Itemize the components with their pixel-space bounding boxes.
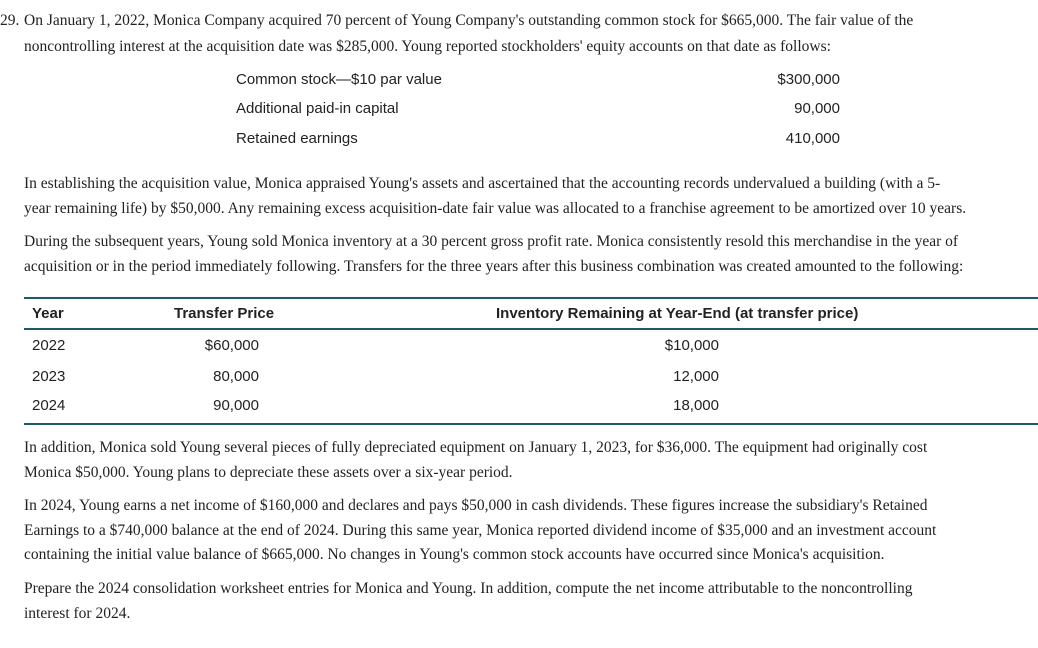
intro-line: On January 1, 2022, Monica Company acquired 70 percent of Young Company's outstanding common stock for $665,000. The fair value of the bbox=[24, 12, 914, 29]
cell-transfer-price: $60,000 bbox=[204, 337, 259, 354]
cell-year: 2022 bbox=[32, 337, 66, 354]
paragraph-line: Prepare the 2024 consolidation worksheet entries for Monica and Young. In addition, compute the net income attributable to the noncontrolling bbox=[24, 580, 913, 597]
equity-value: $300,000 bbox=[777, 71, 840, 88]
header-rule bbox=[24, 328, 1038, 330]
cell-inventory: 18,000 bbox=[673, 397, 719, 414]
equity-value: 410,000 bbox=[785, 130, 840, 147]
paragraph-line: interest for 2024. bbox=[24, 605, 131, 622]
intro-line: noncontrolling interest at the acquisition date was $285,000. Young reported stockholders' equity accounts on that date as follows: bbox=[24, 38, 831, 55]
table-top-rule bbox=[24, 297, 1038, 299]
paragraph-line: During the subsequent years, Young sold Monica inventory at a 30 percent gross profit rate. Monica consistently resold this merchandise in the year of bbox=[24, 233, 959, 250]
header-year: Year bbox=[32, 305, 64, 322]
equity-label: Additional paid-in capital bbox=[236, 100, 399, 117]
header-inventory-remaining: Inventory Remaining at Year-End (at transfer price) bbox=[496, 305, 859, 322]
paragraph-line: year remaining life) by $50,000. Any remaining excess acquisition-date fair value was allocated to a franchise agreement to be amortized over 10 years. bbox=[24, 200, 967, 217]
cell-inventory: $10,000 bbox=[664, 337, 719, 354]
paragraph-line: In 2024, Young earns a net income of $160,000 and declares and pays $50,000 in cash dividends. These figures increase the subsidiary's Retained bbox=[24, 497, 928, 514]
paragraph-line: In establishing the acquisition value, Monica appraised Young's assets and ascertained that the accounting records undervalued a building (with a 5- bbox=[24, 175, 941, 192]
equity-label: Common stock—$10 par value bbox=[236, 71, 442, 88]
equity-value: 90,000 bbox=[794, 100, 840, 117]
paragraph-line: In addition, Monica sold Young several pieces of fully depreciated equipment on January 1, 2023, for $36,000. The equipment had originally cost bbox=[24, 439, 928, 456]
table-bottom-rule bbox=[24, 423, 1038, 425]
cell-year: 2024 bbox=[32, 397, 66, 414]
equity-label: Retained earnings bbox=[236, 130, 358, 147]
paragraph-line: acquisition or in the period immediately following. Transfers for the three years after this business combination was created amounted to the following: bbox=[24, 258, 964, 275]
paragraph-line: Earnings to a $740,000 balance at the end of 2024. During this same year, Monica reported dividend income of $35,000 and an investment account bbox=[24, 522, 937, 539]
problem-number: 29. bbox=[0, 12, 20, 29]
cell-transfer-price: 80,000 bbox=[213, 368, 259, 385]
paragraph-line: containing the initial value balance of $665,000. No changes in Young's common stock accounts have occurred since Monica's acquisition. bbox=[24, 546, 885, 563]
cell-transfer-price: 90,000 bbox=[213, 397, 259, 414]
header-transfer-price: Transfer Price bbox=[174, 305, 275, 322]
paragraph-line: Monica $50,000. Young plans to depreciate these assets over a six-year period. bbox=[24, 464, 513, 481]
cell-year: 2023 bbox=[32, 368, 66, 385]
cell-inventory: 12,000 bbox=[673, 368, 719, 385]
